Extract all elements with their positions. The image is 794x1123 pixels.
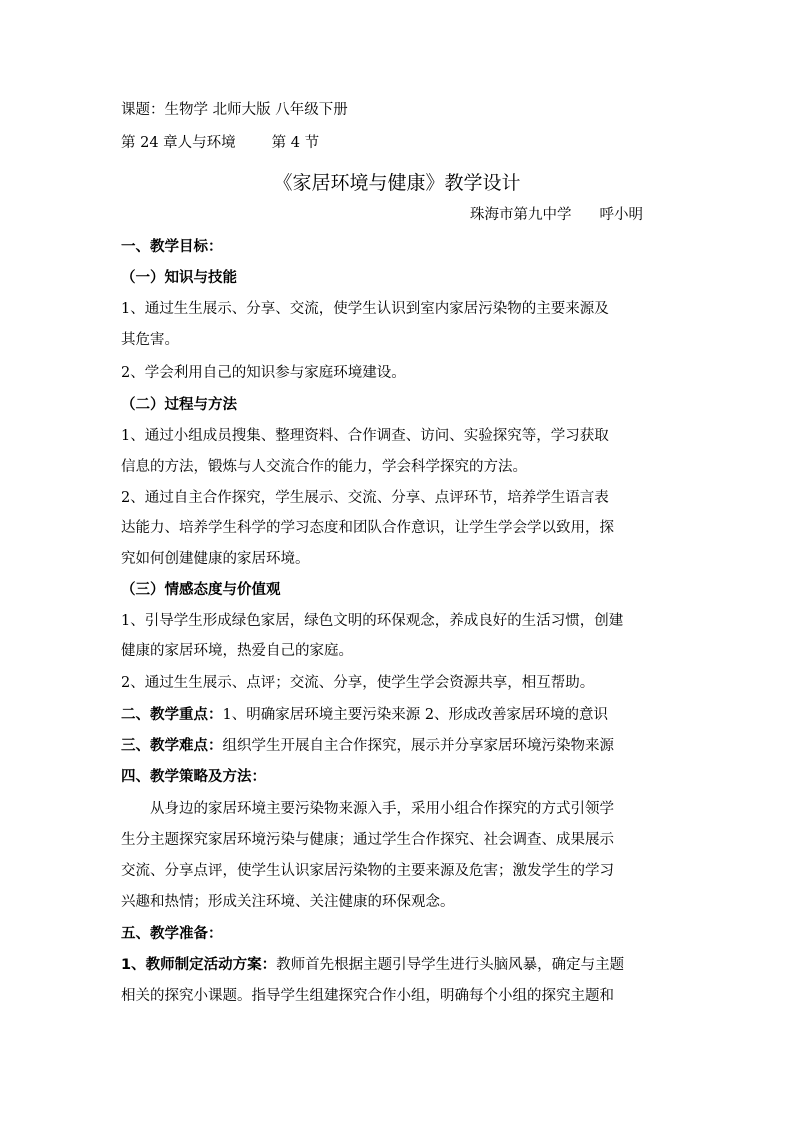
subheading-process: （二）过程与方法: [121, 397, 237, 413]
author-line: [470, 205, 643, 225]
section-heading-strategy: 四、教学策略及方法：: [121, 769, 266, 785]
paragraph-line: 生分主题探究家居环境污染与健康；通过学生合作探究、社会调查、成果展示: [121, 832, 614, 848]
key-points-text: 1、明确家居环境主要污染来源 2、形成改善家居环境的意识: [222, 707, 609, 723]
subheading-attitude: （三）情感态度与价值观: [121, 582, 281, 598]
paragraph-line: 1、引导学生形成绿色家居，绿色文明的环保观念，养成良好的生活习惯，创建: [121, 613, 624, 629]
paragraph-line: 2、学会利用自己的知识参与家庭环境建设。: [121, 365, 406, 381]
preparation-line: [121, 955, 624, 975]
paragraph-line: 2、通过自主合作探究，学生展示、交流、分享、点评环节，培养学生语言表: [121, 490, 609, 506]
paragraph-line: 达能力、培养学生科学的学习态度和团队合作意识，让学生学会学以致用，探: [121, 520, 614, 536]
paragraph-line: 健康的家居环境，热爱自己的家庭。: [121, 643, 353, 659]
key-points-line: [121, 705, 608, 725]
author-school: 珠海市第九中学: [470, 207, 572, 223]
difficulty-line: [121, 736, 614, 756]
paragraph-line: 1、通过生生展示、分享、交流，使学生认识到室内家居污染物的主要来源及: [121, 301, 609, 317]
paragraph-line: 信息的方法，锻炼与人交流合作的能力，学会科学探究的方法。: [121, 459, 527, 475]
paragraph-line: 交流、分享点评，使学生认识家居污染物的主要来源及危害；激发学生的学习: [121, 863, 614, 879]
chapter-label: 第 24 章人与环境: [121, 135, 236, 151]
section-heading-objectives: 一、教学目标：: [121, 239, 223, 255]
author-name: 呼小明: [599, 207, 643, 223]
paragraph-line: 从身边的家居环境主要污染物来源入手，采用小组合作探究的方式引领学: [150, 801, 614, 817]
preparation-text: 教师首先根据主题引导学生进行头脑风暴，确定与主题: [276, 957, 625, 973]
section-heading-key-points: 二、教学重点：: [121, 707, 223, 723]
preparation-label: 1、教师制定活动方案：: [121, 957, 277, 973]
paragraph-line: 其危害。: [121, 332, 179, 348]
difficulty-text: 组织学生开展自主合作探究，展示并分享家居环境污染物来源: [222, 738, 614, 754]
subheading-knowledge: （一）知识与技能: [121, 270, 237, 286]
section-heading-difficulty: 三、教学难点：: [121, 738, 223, 754]
paragraph-line: 2、通过生生展示、点评；交流、分享，使学生学会资源共享，相互帮助。: [121, 675, 595, 691]
course-line: 课题：生物学 北师大版 八年级下册: [121, 102, 348, 118]
section-heading-preparation: 五、教学准备：: [121, 926, 223, 942]
paragraph-line: 相关的探究小课题。指导学生组建探究合作小组，明确每个小组的探究主题和: [121, 988, 614, 1004]
document-title: 《家居环境与健康》教学设计: [273, 172, 521, 194]
paragraph-line: 兴趣和热情；形成关注环境、关注健康的环保观念。: [121, 894, 455, 910]
chapter-line: [121, 133, 319, 153]
paragraph-line: 1、通过小组成员搜集、整理资料、合作调查、访问、实验探究等，学习获取: [121, 428, 609, 444]
section-label: 第 4 节: [271, 135, 320, 151]
paragraph-line: 究如何创建健康的家居环境。: [121, 551, 310, 567]
